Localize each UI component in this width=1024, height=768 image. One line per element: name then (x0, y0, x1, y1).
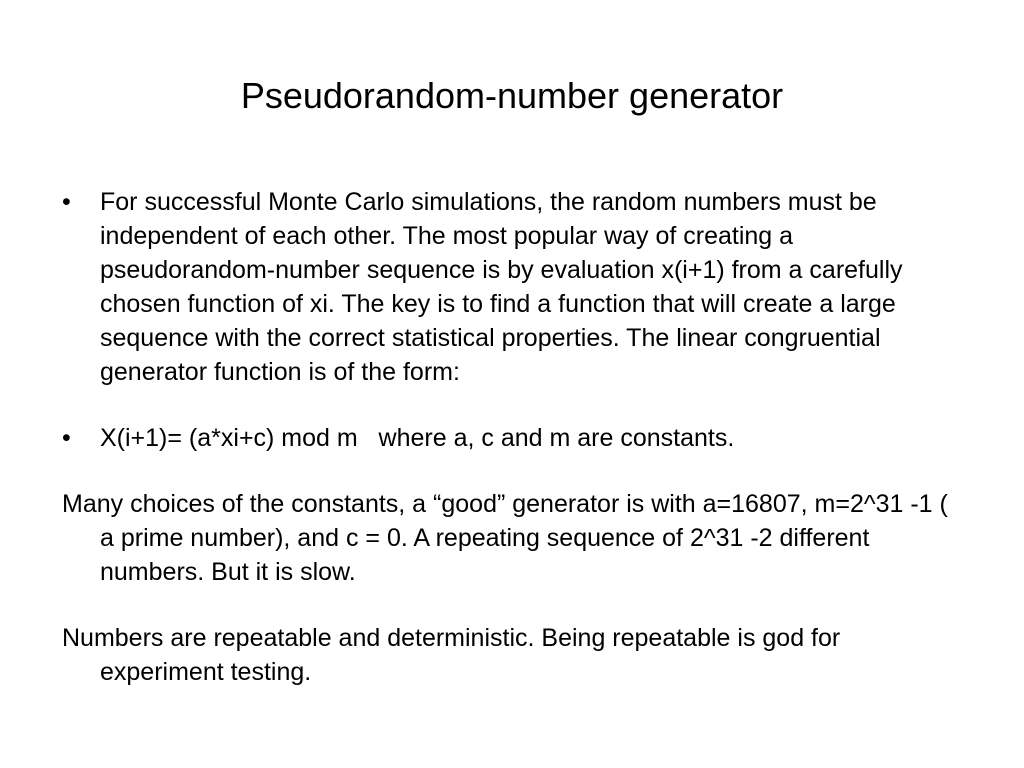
bullet-text: X(i+1)= (a*xi+c) mod m where a, c and m are constants. (100, 424, 735, 452)
bullet-text: For successful Monte Carlo simulations, the random numbers must be independent of each other. The most popular way of creating a pseudorandom-number sequence is by evaluation x(i+1) from a carefully chosen function of xi. The key is to find a function that will create a large sequence with the correct statistical properties. The linear congruential generator function is of the form: (100, 188, 903, 386)
bullet-marker: • (62, 188, 71, 216)
bullet-marker: • (62, 424, 71, 452)
slide-title: Pseudorandom-number generator (240, 75, 784, 116)
bullet-item (62, 421, 962, 455)
bullet-item (62, 185, 962, 389)
paragraph: Numbers are repeatable and deterministic. Being repeatable is god for experiment testing. (62, 624, 841, 686)
slide-body (62, 185, 962, 721)
paragraph: Many choices of the constants, a “good” generator is with a=16807, m=2^31 -1 ( a prime number), and c = 0. A repeating sequence of 2^31 -2 different numbers. But it is slow. (62, 490, 948, 586)
